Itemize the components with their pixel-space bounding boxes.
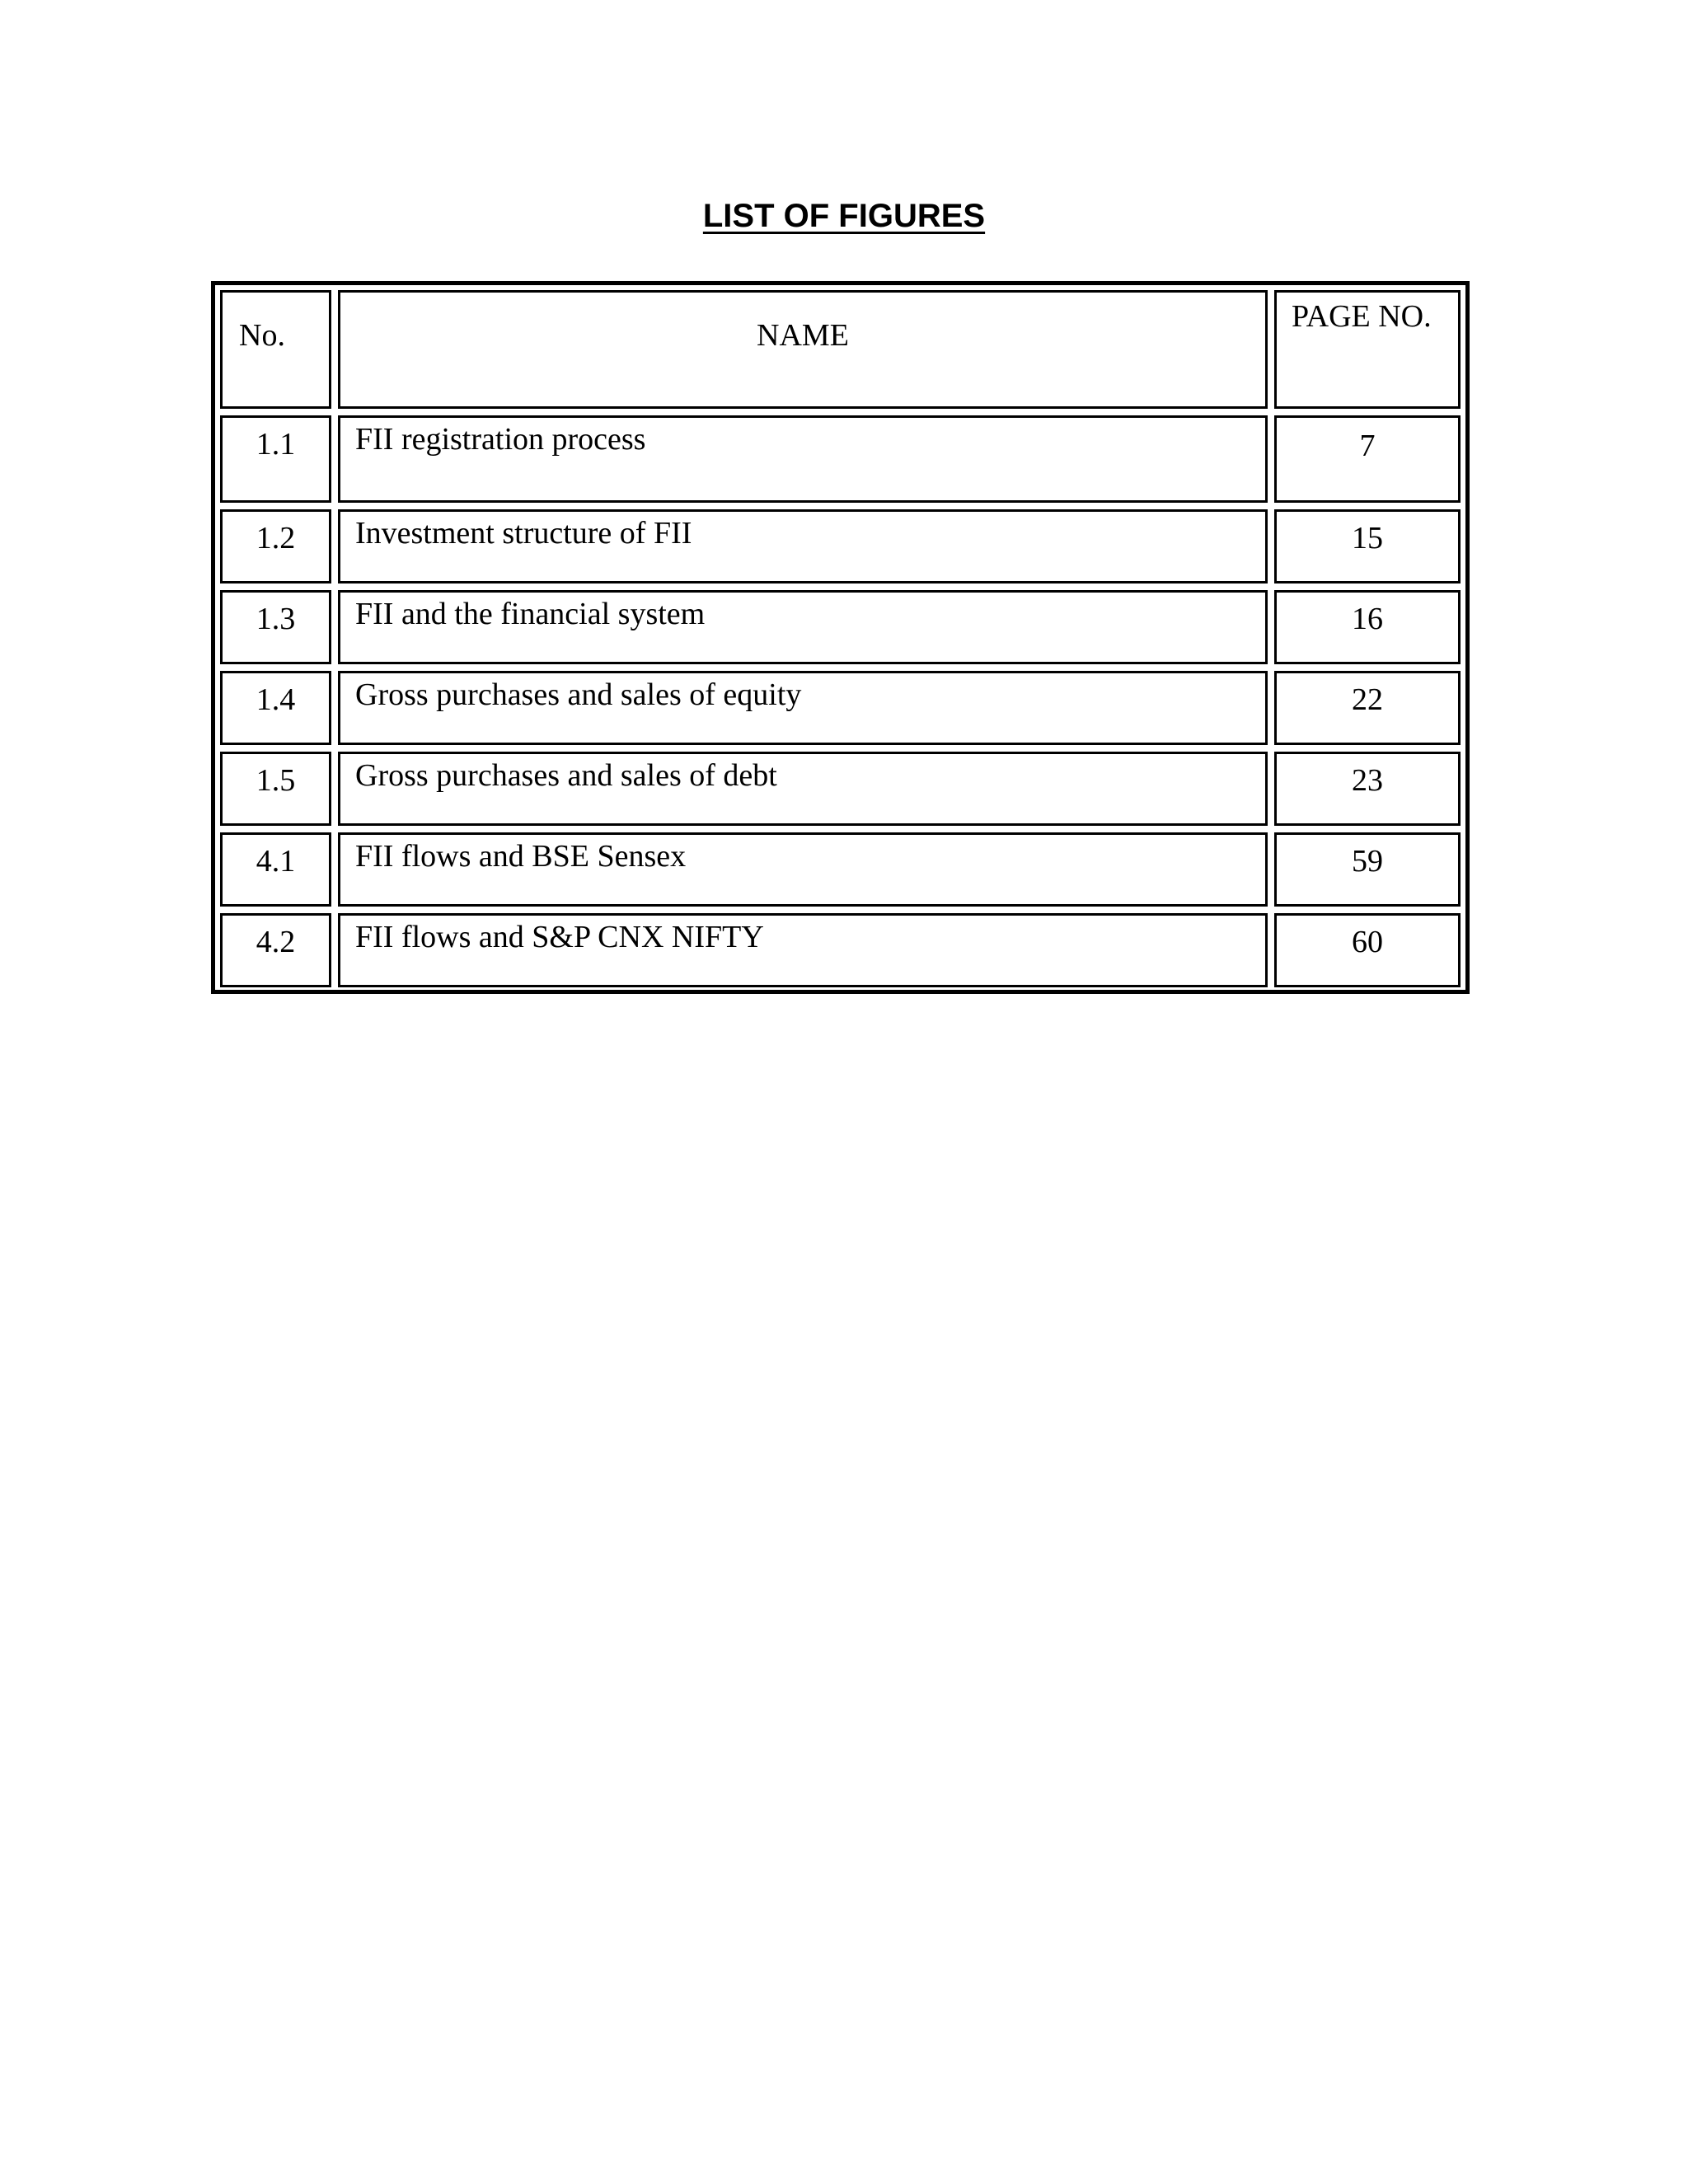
figure-name: FII flows and BSE Sensex <box>338 832 1268 907</box>
table-header-row <box>220 290 1461 409</box>
figure-name: FII registration process <box>338 415 1268 503</box>
figure-name: FII and the financial system <box>338 590 1268 664</box>
header-no: No. <box>220 290 331 409</box>
figures-table-frame <box>211 281 1470 994</box>
table-row <box>220 752 1461 826</box>
table-row <box>220 671 1461 745</box>
figure-number: 1.3 <box>220 590 331 664</box>
page-title: LIST OF FIGURES <box>702 198 986 234</box>
table-row <box>220 913 1461 987</box>
figure-page: 16 <box>1274 590 1461 664</box>
figure-page: 59 <box>1274 832 1461 907</box>
figure-number: 1.2 <box>220 509 331 583</box>
figure-page: 7 <box>1274 415 1461 503</box>
figure-name: Investment structure of FII <box>338 509 1268 583</box>
figures-table <box>213 284 1467 994</box>
table-row <box>220 509 1461 583</box>
table-row <box>220 832 1461 907</box>
figure-page: 22 <box>1274 671 1461 745</box>
figure-page: 23 <box>1274 752 1461 826</box>
header-page-no: PAGE NO. <box>1274 290 1461 409</box>
figure-page: 15 <box>1274 509 1461 583</box>
header-name: NAME <box>338 290 1268 409</box>
figure-name: Gross purchases and sales of equity <box>338 671 1268 745</box>
figure-number: 1.5 <box>220 752 331 826</box>
figure-number: 4.1 <box>220 832 331 907</box>
figure-number: 1.1 <box>220 415 331 503</box>
figure-page: 60 <box>1274 913 1461 987</box>
figure-number: 4.2 <box>220 913 331 987</box>
figure-number: 1.4 <box>220 671 331 745</box>
figure-name: FII flows and S&P CNX NIFTY <box>338 913 1268 987</box>
figure-name: Gross purchases and sales of debt <box>338 752 1268 826</box>
table-row <box>220 415 1461 503</box>
table-row <box>220 590 1461 664</box>
